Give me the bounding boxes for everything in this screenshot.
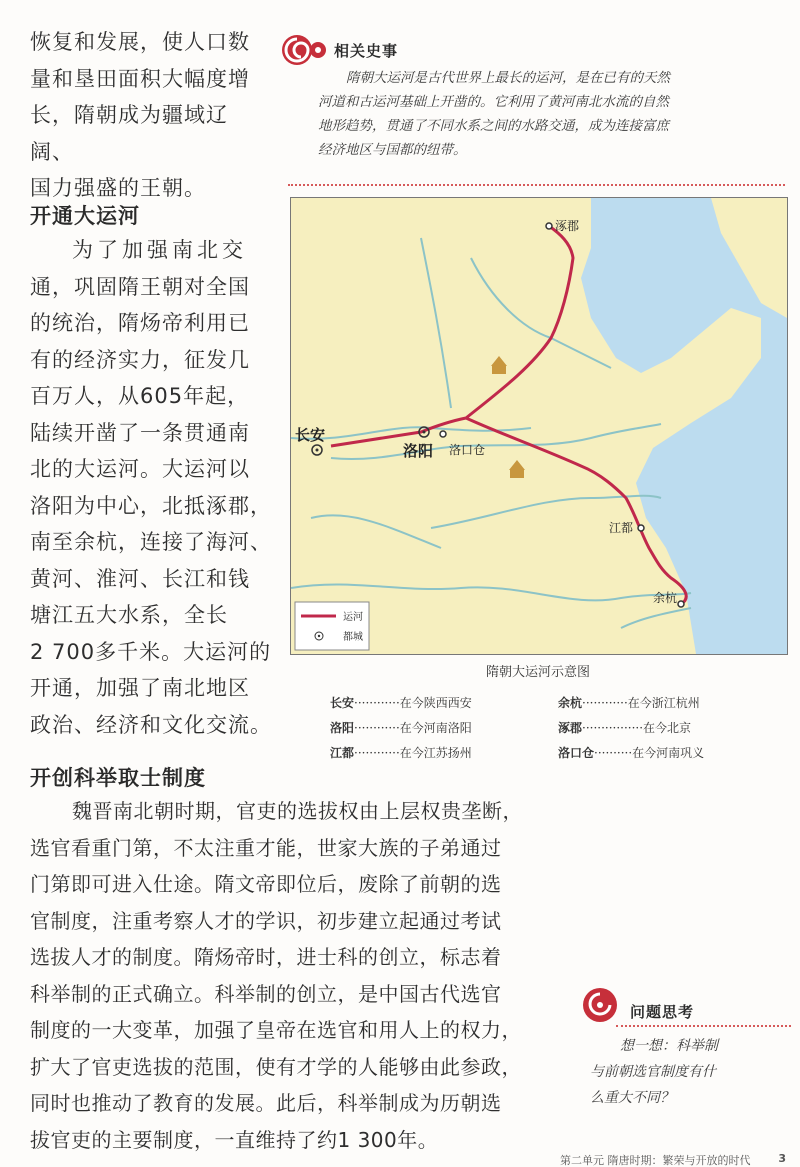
- city-marker-luokoucang: [440, 431, 446, 437]
- city-marker-yuhang: [678, 601, 684, 607]
- granary-icon: [509, 460, 525, 478]
- legend-city-label: 都城: [343, 632, 363, 643]
- question-divider: [616, 1025, 791, 1027]
- grand-canal-paragraph: [30, 232, 275, 743]
- paragraph-line: 有的经济实力，征发几: [30, 347, 250, 372]
- paragraph-line: 官制度，注重考察人才的学识，初步建立起通过考试: [30, 908, 502, 933]
- place-entry: 洛阳············在今河南洛阳: [330, 721, 472, 735]
- city-label-luokoucang: 洛口仓: [449, 443, 486, 457]
- question-box: [580, 985, 795, 1115]
- question-line: 么重大不同？: [590, 1090, 674, 1106]
- place-entry: 涿郡················在今北京: [558, 721, 692, 735]
- paragraph-line: 拔官吏的主要制度，一直维持了约1 300年。: [30, 1127, 439, 1152]
- city-label-jiangdu: 江都: [609, 521, 634, 535]
- imperial-exam-paragraph: [30, 793, 560, 1158]
- section-title-grand-canal: 开通大运河: [30, 204, 140, 228]
- paragraph-line: 科举制的正式确立。科举制的创立，是中国古代选官: [30, 981, 502, 1006]
- paragraph-line: 选官看重门第，不太注重才能，世家大族的子弟通过: [30, 835, 502, 860]
- paragraph-line: 塘江五大水系，全长: [30, 603, 228, 627]
- river-han: [311, 515, 441, 548]
- city-label-zhuojun: 涿郡: [555, 219, 580, 233]
- question-title: 问题思考: [630, 1003, 695, 1021]
- paragraph-line: 魏晋南北朝时期，官吏的选拔权由上层权贵垄断，: [72, 799, 523, 823]
- question-text: [590, 1033, 790, 1111]
- intro-line: 国力强盛的王朝。: [30, 176, 206, 200]
- paragraph-line: 通，巩固隋王朝对全国: [30, 274, 250, 299]
- intro-line: 恢复和发展，使人口数: [30, 30, 250, 54]
- paragraph-line: 的统治，隋炀帝利用已: [30, 311, 250, 335]
- related-history-text: [318, 66, 783, 162]
- question-spiral-icon: [580, 985, 624, 1025]
- legend-canal-label: 运河: [343, 612, 363, 623]
- paragraph-line: 政治、经济和文化交流。: [30, 712, 272, 737]
- city-label-changan: 长安: [295, 426, 326, 444]
- divider: [288, 184, 785, 186]
- paragraph-line: 制度的一大变革，加强了皇帝在选官和用人上的权力，: [30, 1018, 522, 1042]
- intro-line: 量和垦田面积大幅度增: [30, 66, 250, 91]
- page-number: 3: [778, 1152, 786, 1165]
- footer: [560, 1152, 790, 1167]
- history-line: 隋朝大运河是古代世界上最长的运河，是在已有的天然: [346, 70, 670, 86]
- footer-text: 第二单元 隋唐时期：繁荣与开放的时代: [560, 1154, 751, 1167]
- river-qiantang: [621, 608, 691, 628]
- city-marker-jiangdu: [638, 525, 644, 531]
- paragraph-line: 门第即可进入仕途。隋文帝即位后，废除了前朝的选: [30, 872, 502, 896]
- paragraph-line: 选拔人才的制度。隋炀帝时，进士科的创立，标志着: [30, 945, 502, 969]
- river-changjiang: [291, 584, 691, 600]
- map-legend: [295, 602, 369, 650]
- question-line: 想一想：科举制: [620, 1038, 718, 1054]
- history-line: 经济地区与国都的纽带。: [318, 142, 467, 158]
- paragraph-line: 洛阳为中心，北抵涿郡，: [30, 493, 272, 518]
- canal-map: [290, 197, 788, 655]
- place-entry: 余杭············在今浙江杭州: [558, 696, 700, 710]
- paragraph-line: 北的大运河。大运河以: [30, 457, 250, 481]
- place-entry: 长安············在今陕西西安: [330, 696, 472, 710]
- section-title-imperial-exam: 开创科举取士制度: [30, 766, 206, 790]
- paragraph-line: 扩大了官吏选拔的范围，使有才学的人能够由此参政，: [30, 1054, 522, 1079]
- map-graphic: [291, 198, 787, 654]
- paragraph-line: 为了加强南北交: [72, 238, 247, 262]
- intro-paragraph: [30, 24, 270, 207]
- paragraph-line: 开通，加强了南北地区: [30, 676, 250, 700]
- city-label-yuhang: 余杭: [653, 591, 678, 605]
- place-entry: 江都············在今江苏扬州: [330, 746, 472, 760]
- paragraph-line: 2 700多千米。大运河的: [30, 639, 272, 664]
- paragraph-line: 陆续开凿了一条贯通南: [30, 420, 250, 445]
- history-line: 地形趋势，贯通了不同水系之间的水路交通，成为连接富庶: [318, 118, 669, 134]
- intro-line: 长，隋朝成为疆域辽阔、: [30, 103, 228, 164]
- paragraph-line: 南至余杭，连接了海河、: [30, 530, 272, 554]
- question-line: 与前朝选官制度有什: [590, 1064, 716, 1080]
- granary-icon: [491, 356, 507, 374]
- city-label-luoyang: 洛阳: [403, 442, 434, 460]
- paragraph-line: 黄河、淮河、长江和钱: [30, 566, 250, 591]
- related-history-box: [280, 26, 785, 191]
- paragraph-line: 同时也推动了教育的发展。此后，科举制成为历朝选: [30, 1091, 502, 1115]
- history-line: 河道和古运河基础上开凿的。它利用了黄河南北水流的自然: [318, 94, 669, 110]
- place-entry: 洛口仓··········在今河南巩义: [558, 746, 705, 760]
- related-history-title: 相关史事: [334, 42, 399, 60]
- city-marker-zhuojun: [546, 223, 552, 229]
- river-fen: [421, 238, 451, 408]
- paragraph-line: 百万人，从605年起，: [30, 384, 250, 408]
- spiral-icon: [280, 30, 328, 70]
- map-caption: 隋朝大运河示意图: [485, 665, 590, 680]
